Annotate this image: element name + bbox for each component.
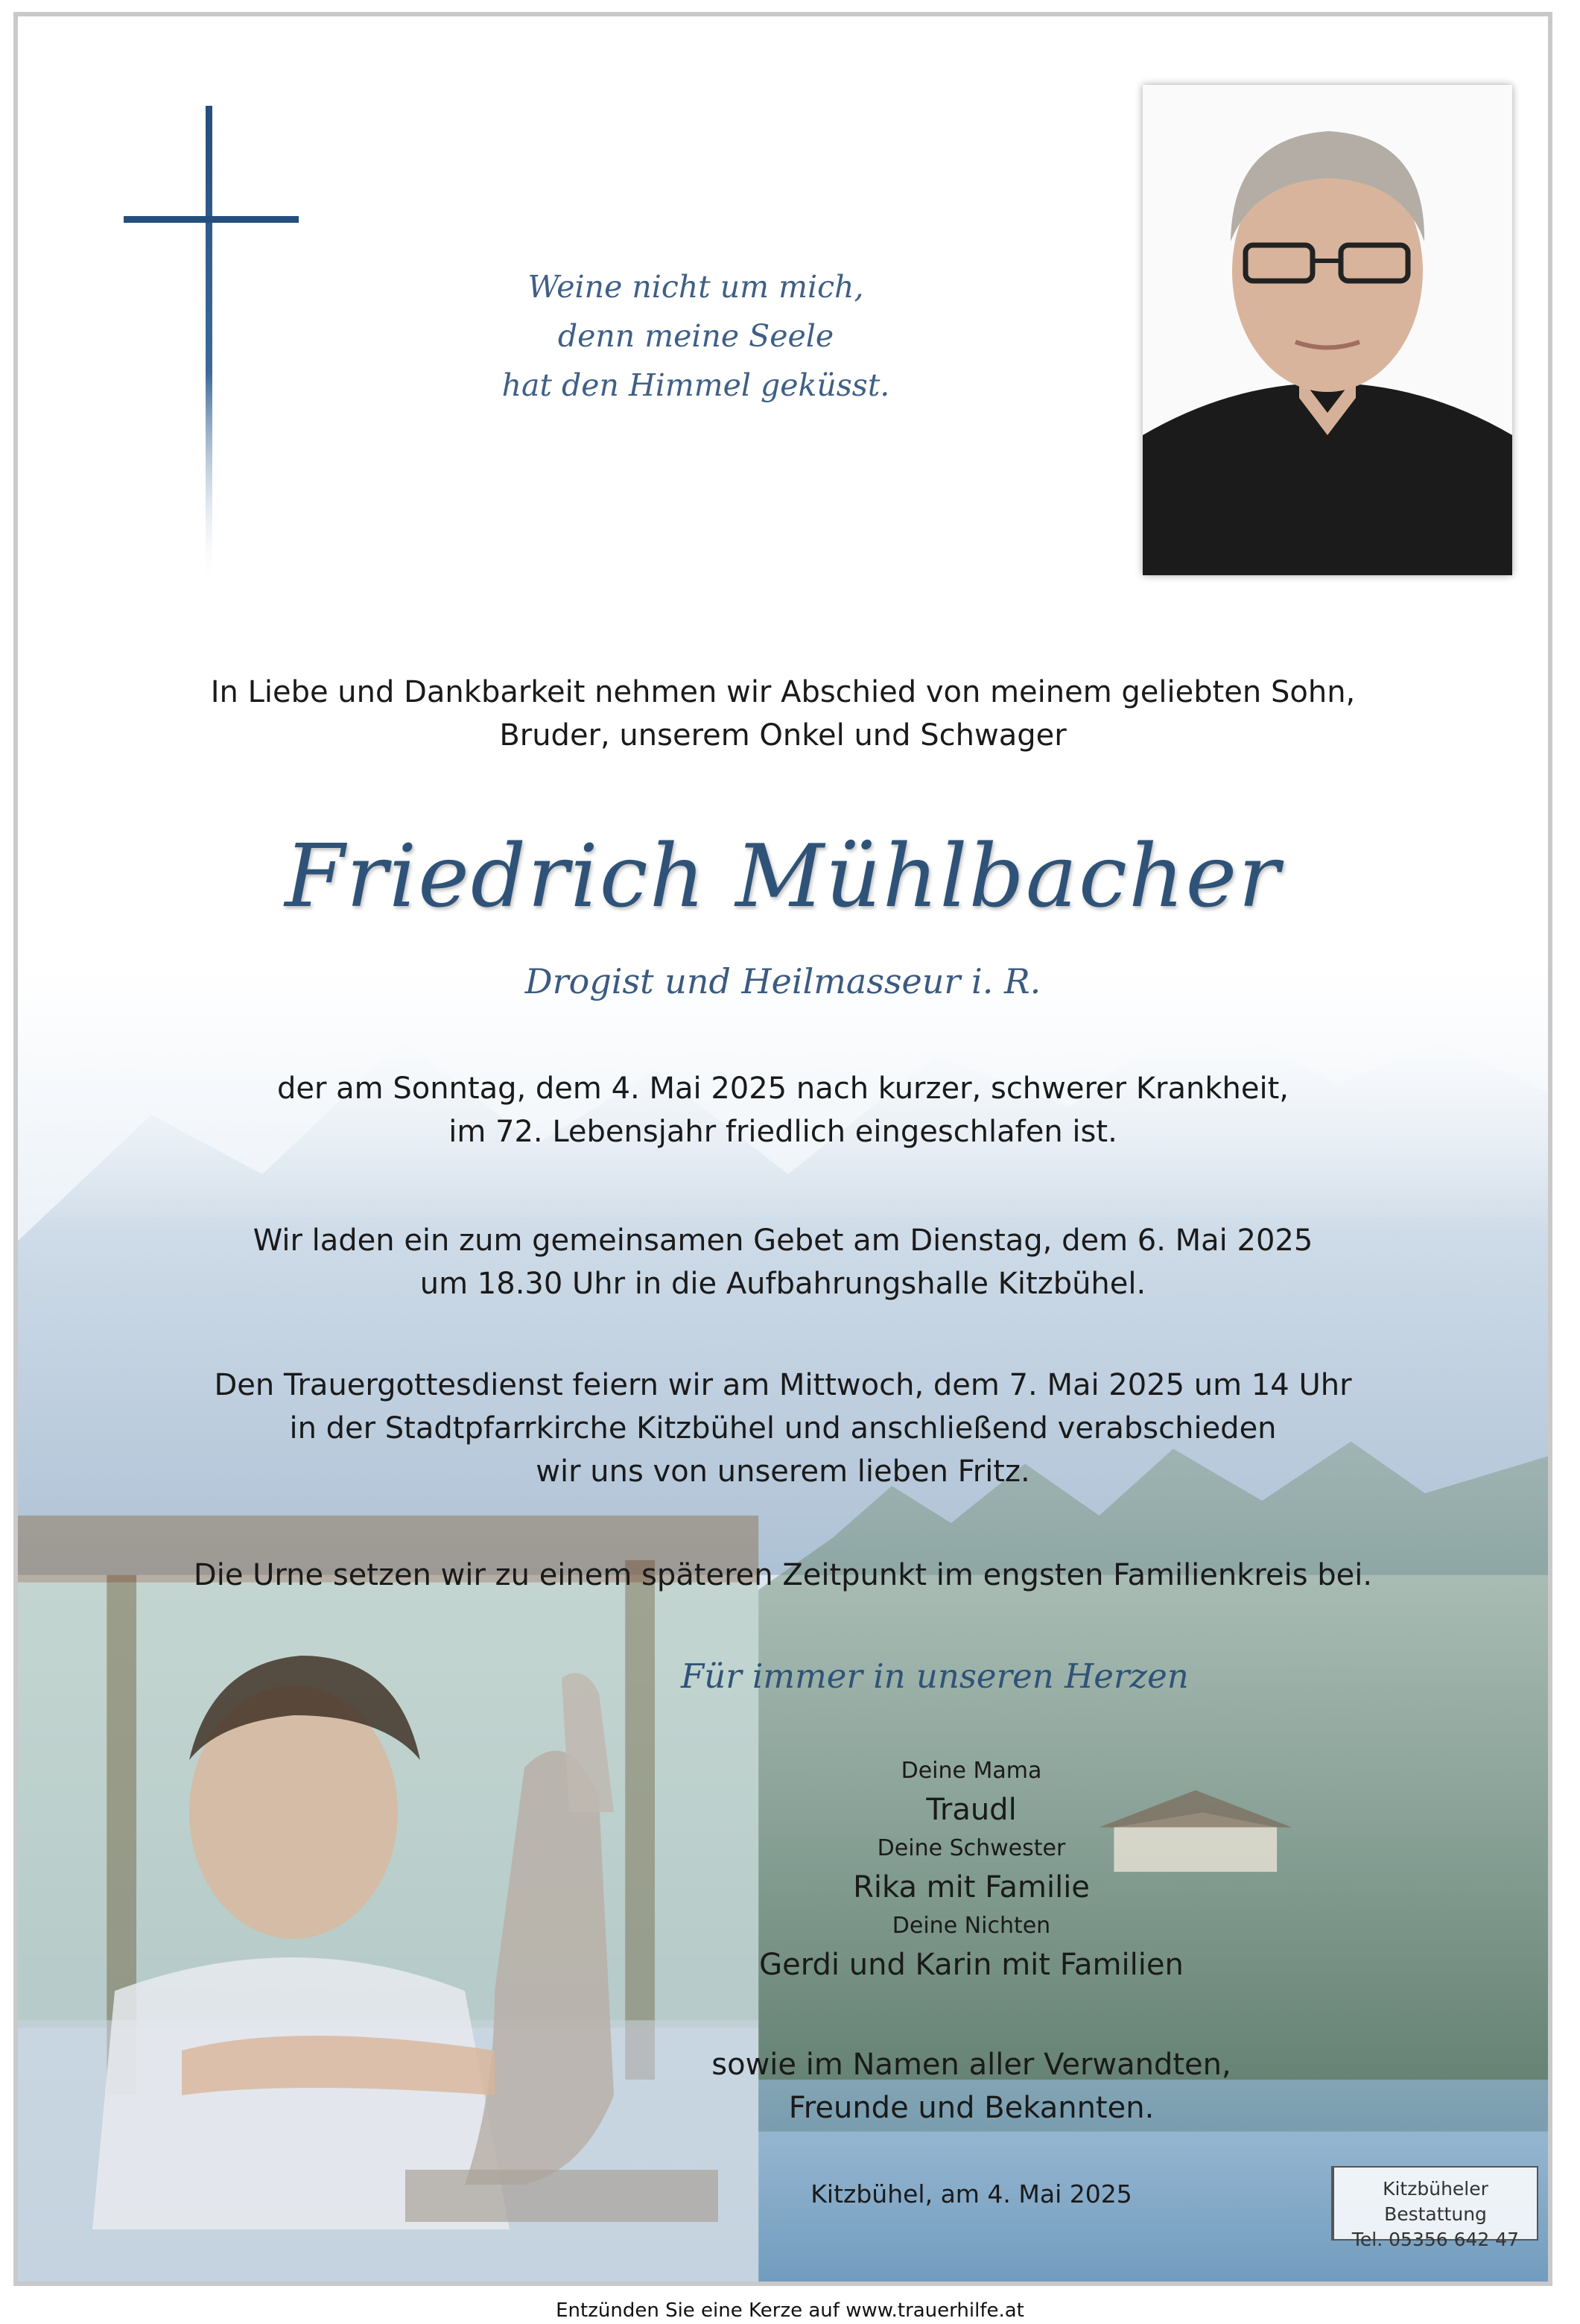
deceased-name: Friedrich Mühlbacher — [285, 826, 1281, 927]
funeral-home-phone: Tel. 05356 642 47 — [1351, 2229, 1520, 2250]
obituary-card — [13, 12, 1552, 2286]
relatives-line: sowie im Namen aller Verwandten, — [711, 2048, 1231, 2082]
intro-line: Bruder, unserem Onkel und Schwager — [499, 718, 1067, 753]
death-notice — [18, 1067, 1548, 1153]
prayer-line: um 18.30 Uhr in die Aufbahrungshalle Kitzbühel. — [419, 1267, 1146, 1301]
family-role: Deine Mama — [901, 1758, 1042, 1784]
deceased-portrait — [1143, 85, 1512, 575]
service-line: Den Trauergottesdienst feiern wir am Mittwoch, dem 7. Mai 2025 um 14 Uhr — [214, 1368, 1352, 1402]
intro-line: In Liebe und Dankbarkeit nehmen wir Abschied von meinem geliebten Sohn, — [210, 675, 1356, 709]
prayer-line: Wir laden ein zum gemeinsamen Gebet am Dienstag, dem 6. Mai 2025 — [253, 1223, 1313, 1258]
family-role: Deine Nichten — [892, 1913, 1051, 1939]
service-line: in der Stadtpfarrkirche Kitzbühel und anschließend verabschieden — [289, 1411, 1277, 1446]
urn-notice — [18, 1554, 1548, 1597]
funeral-home-name: Kitzbüheler Bestattung — [1383, 2178, 1488, 2225]
memorial-quote — [435, 262, 956, 410]
quote-line: denn meine Seele — [557, 318, 834, 354]
urn-line: Die Urne setzen wir zu einem späteren Zeitpunkt im engsten Familienkreis bei. — [193, 1558, 1373, 1592]
cross-icon — [124, 106, 302, 590]
death-notice-line: im 72. Lebensjahr friedlich eingeschlafen ist. — [448, 1115, 1117, 1149]
family-list — [629, 1754, 1314, 1986]
family-member: Gerdi und Karin mit Familien — [759, 1948, 1184, 1982]
quote-line: hat den Himmel geküsst. — [501, 367, 890, 403]
family-member: Rika mit Familie — [853, 1870, 1090, 1905]
portrait-photo — [1143, 85, 1512, 575]
relatives-note — [629, 2043, 1314, 2130]
forever-in-hearts: Für immer in unseren Herzen — [681, 1656, 1189, 1696]
place-date: Kitzbühel, am 4. Mai 2025 — [810, 2179, 1132, 2209]
intro-text — [18, 671, 1548, 757]
funeral-service — [18, 1364, 1548, 1493]
service-line: wir uns von unserem lieben Fritz. — [536, 1454, 1030, 1489]
family-member: Traudl — [926, 1793, 1017, 1827]
death-notice-line: der am Sonntag, dem 4. Mai 2025 nach kurzer, schwerer Krankheit, — [276, 1071, 1289, 1106]
relatives-line: Freunde und Bekannten. — [788, 2091, 1155, 2125]
deceased-profession: Drogist und Heilmasseur i. R. — [524, 961, 1041, 1001]
prayer-invitation — [18, 1219, 1548, 1305]
family-role: Deine Schwester — [877, 1835, 1066, 1861]
funeral-home-stamp — [1331, 2166, 1538, 2250]
quote-line: Weine nicht um mich, — [527, 269, 864, 305]
candle-link-footer[interactable]: Entzünden Sie eine Kerze auf www.trauerhilfe.at — [556, 2299, 1024, 2322]
